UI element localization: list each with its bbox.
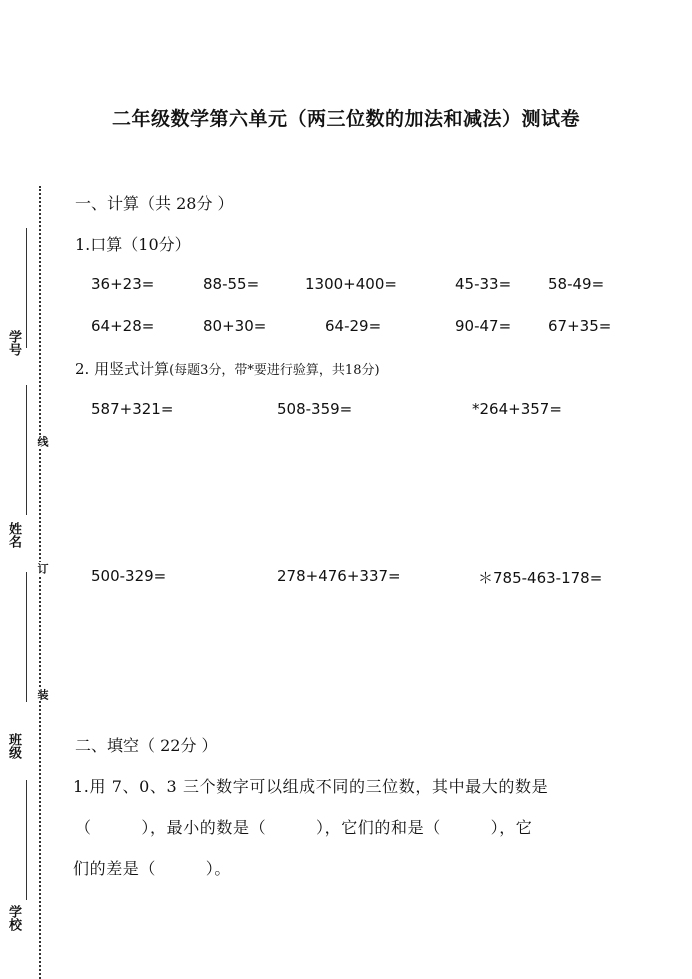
school-line — [26, 780, 27, 900]
student-number-line — [26, 228, 27, 348]
name-label: 姓名 — [6, 522, 21, 548]
vertical-calc-item: 508-359= — [277, 400, 353, 418]
vertical-calc-item: ＊785-463-178= — [478, 569, 603, 587]
fill-line-3: 们的差是（ ）。 — [73, 859, 232, 878]
section2-heading: 二、填空（ 22分 ） — [75, 736, 218, 755]
q2-title: 2. 用竖式计算 — [75, 360, 170, 378]
calc-item: 1300+400= — [305, 275, 397, 293]
mark-seal: 装 — [36, 689, 49, 700]
mark-line: 线 — [36, 436, 49, 447]
q1-title: 1.口算（10分） — [75, 235, 191, 254]
vertical-calc-item: 278+476+337= — [277, 567, 401, 585]
fill-line-2: （ ），最小的数是（ ），它们的和是（ ），它 — [75, 818, 533, 837]
student-number-label: 学号 — [6, 330, 21, 356]
page-title: 二年级数学第六单元（两三位数的加法和减法）测试卷 — [111, 108, 580, 130]
calc-item: 64-29= — [325, 317, 382, 335]
calc-item: 88-55= — [203, 275, 260, 293]
name-line — [26, 385, 27, 515]
mark-bind: 订 — [36, 563, 49, 574]
calc-item: 45-33= — [455, 275, 512, 293]
fill-line-1: 1.用 7、0、3 三个数字可以组成不同的三位数，其中最大的数是 — [73, 777, 549, 796]
vertical-calc-item: *264+357= — [472, 400, 562, 418]
vertical-calc-item: 587+321= — [91, 400, 174, 418]
calc-item: 90-47= — [455, 317, 512, 335]
q2-title-row — [75, 358, 380, 379]
calc-item: 80+30= — [203, 317, 267, 335]
q2-note: (每题3分，带*要进行验算，共18分) — [169, 363, 380, 378]
calc-item: 36+23= — [91, 275, 155, 293]
calc-item: 58-49= — [548, 275, 605, 293]
calc-item: 64+28= — [91, 317, 155, 335]
school-label: 学校 — [6, 905, 21, 931]
binding-dotted-line — [39, 186, 41, 979]
vertical-calc-item: 500-329= — [91, 567, 167, 585]
class-line — [26, 572, 27, 702]
class-label: 班级 — [6, 733, 21, 759]
section1-heading: 一、计算（共 28分 ） — [75, 194, 234, 213]
calc-item: 67+35= — [548, 317, 612, 335]
